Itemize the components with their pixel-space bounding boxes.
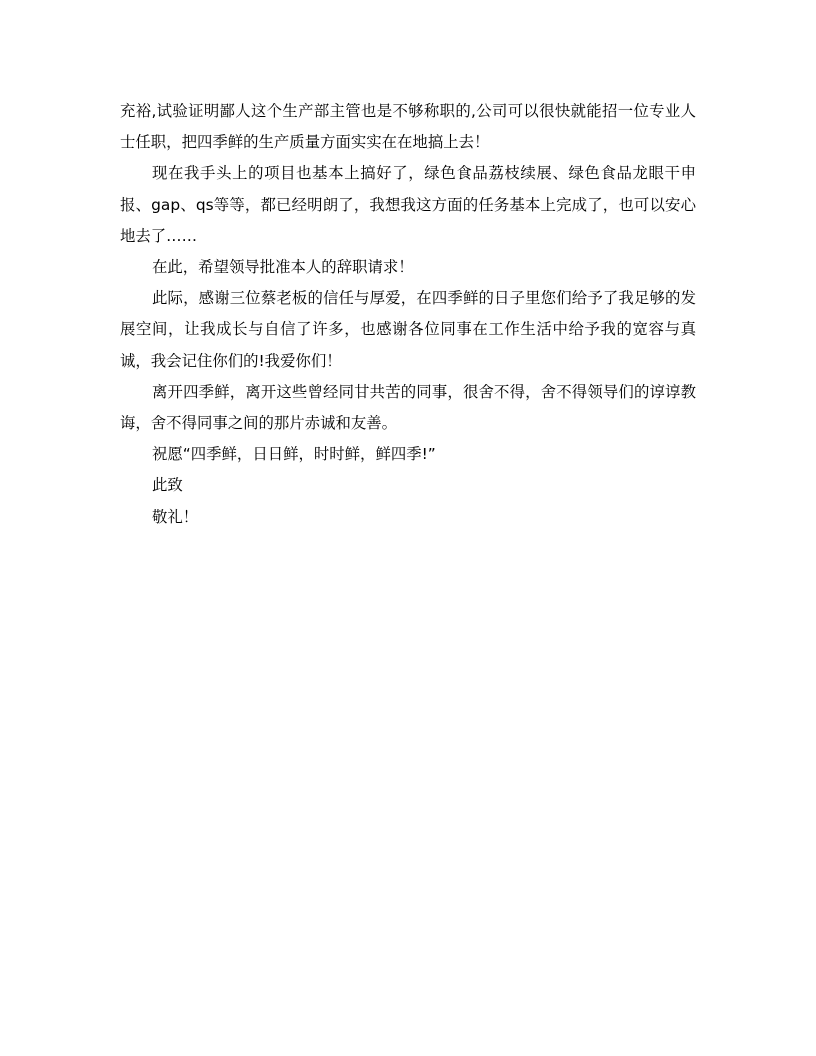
closing-salutation: 此致 [152,476,183,495]
paragraph-continuation: 充裕,试验证明鄙人这个生产部主管也是不够称职的,公司可以很快就能招一位专业人士任职，把四季鲜的生产质量方面实实在在地搞上去！ [120,102,696,152]
closing-regards: 敬礼！ [152,507,199,526]
paragraph-resignation-request: 在此，希望领导批准本人的辞职请求！ [152,258,414,277]
paragraph-wishes: 祝愿“四季鲜，日日鲜，时时鲜，鲜四季!” [152,445,436,464]
letter-body [120,96,696,533]
paragraph-thanks: 此际，感谢三位蔡老板的信任与厚爱，在四季鲜的日子里您们给予了我足够的发展空间，让我成长与自信了许多，也感谢各位同事在工作生活中给予我的宽容与真诚，我会记住你们的!我爱你们！ [120,289,696,370]
paragraph-projects: 现在我手头上的项目也基本上搞好了，绿色食品荔枝续展、绿色食品龙眼干申报、gap、qs等等，都已经明朗了，我想我这方面的任务基本上完成了，也可以安心地去了…… [120,164,696,245]
paragraph-farewell: 离开四季鲜，离开这些曾经同甘共苦的同事，很舍不得，舍不得领导们的谆谆教诲，舍不得同事之间的那片赤诚和友善。 [120,382,696,433]
